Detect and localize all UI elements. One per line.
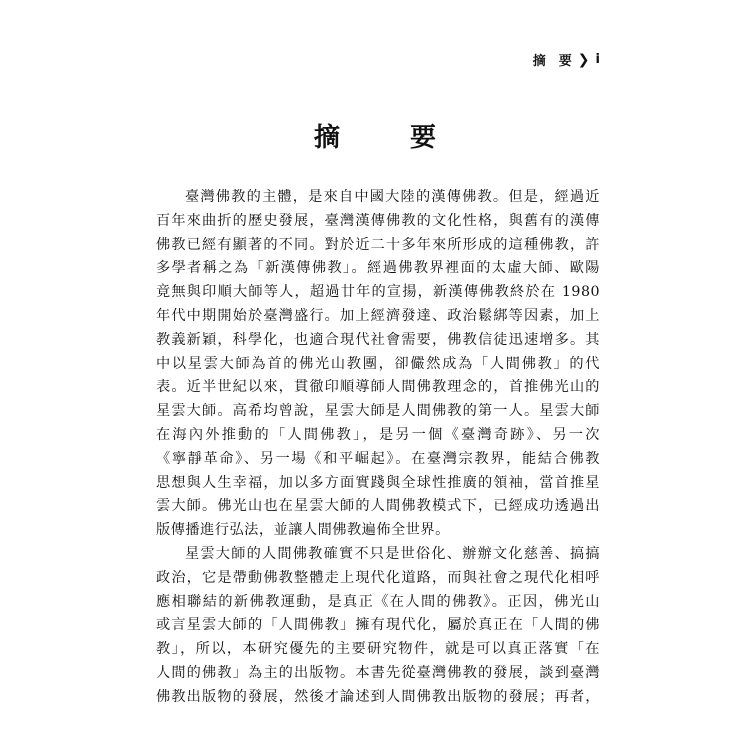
text-line: 政治，它是帶動佛教整體走上現代化道路，而與社會之現代化相呼 [156, 569, 600, 586]
text-line: 或言星雲大師的「人間佛教」擁有現代化，屬於真正在「人間的佛 [156, 617, 600, 634]
text-line: 星雲大師的人間佛教確實不只是世俗化、辦辦文化慈善、搞搞 [185, 545, 600, 562]
text-line: 思想與人生幸福，加以多方面實踐與全球性推廣的領袖，當首推星 [156, 474, 600, 491]
text-line: 年代中期開始於臺灣盛行。加上經濟發達、政治鬆綁等因素，加上 [156, 307, 600, 324]
text-line: 佛教已經有顯著的不同。對於近二十多年來所形成的這種佛教，許 [156, 236, 600, 253]
running-header-section: 摘 要 [532, 54, 572, 69]
text-line: 教義新穎，科學化，也適合現代社會需要，佛教信徒迅速增多。其 [156, 331, 600, 348]
text-line: 雲大師。佛光山也在星雲大師的人間佛教模式下，已經成功透過出 [156, 498, 600, 515]
body-text [156, 186, 600, 710]
running-header [533, 50, 600, 69]
text-line: 中以星雲大師為首的佛光山教團，卻儼然成為「人間佛教」的代 [156, 355, 600, 372]
page-title: 摘 要 [313, 123, 458, 153]
text-line: 《寧靜革命》、另一場《和平崛起》。在臺灣宗教界，能結合佛教 [156, 450, 600, 467]
text-line: 百年來曲折的歷史發展，臺灣漢傳佛教的文化性格，與舊有的漢傳 [156, 212, 600, 229]
paragraph-1 [156, 186, 600, 543]
text-line: 佛教出版物的發展，然後才論述到人間佛教出版物的發展；再者， [156, 688, 600, 705]
text-line: 臺灣佛教的主體，是來自中國大陸的漢傳佛教。但是，經過近 [185, 189, 600, 205]
paragraph-2 [156, 543, 600, 710]
text-line: 應相聯結的新佛教運動，是真正《在人間的佛教》。正因，佛光山 [156, 593, 600, 610]
text-line: 教」，所以，本研究優先的主要研究物件，就是可以真正落實「在 [156, 641, 600, 658]
text-line: 表。近半世紀以來，貫徹印順導師人間佛教理念的，首推佛光山的 [156, 379, 600, 396]
text-line: 版傳播進行弘法，並讓人間佛教遍佈全世界。 [156, 522, 450, 539]
chevron-right-icon: ❯ [577, 51, 590, 68]
text-line: 竟無與印順大師等人，超過廿年的宣揚，新漢傳佛教終於在 1980 [156, 284, 600, 301]
text-line: 星雲大師。高希均曾說，星雲大師是人間佛教的第一人。星雲大師 [156, 403, 600, 420]
page-number: i [595, 52, 600, 67]
text-line: 多學者稱之為「新漢傳佛教」。經過佛教界裡面的太虛大師、歐陽 [156, 260, 600, 277]
text-line: 人間的佛教」為主的出版物。本書先從臺灣佛教的發展，談到臺灣 [156, 664, 600, 681]
text-line: 在海內外推動的「人間佛教」，是另一個《臺灣奇跡》、另一次 [156, 426, 600, 443]
